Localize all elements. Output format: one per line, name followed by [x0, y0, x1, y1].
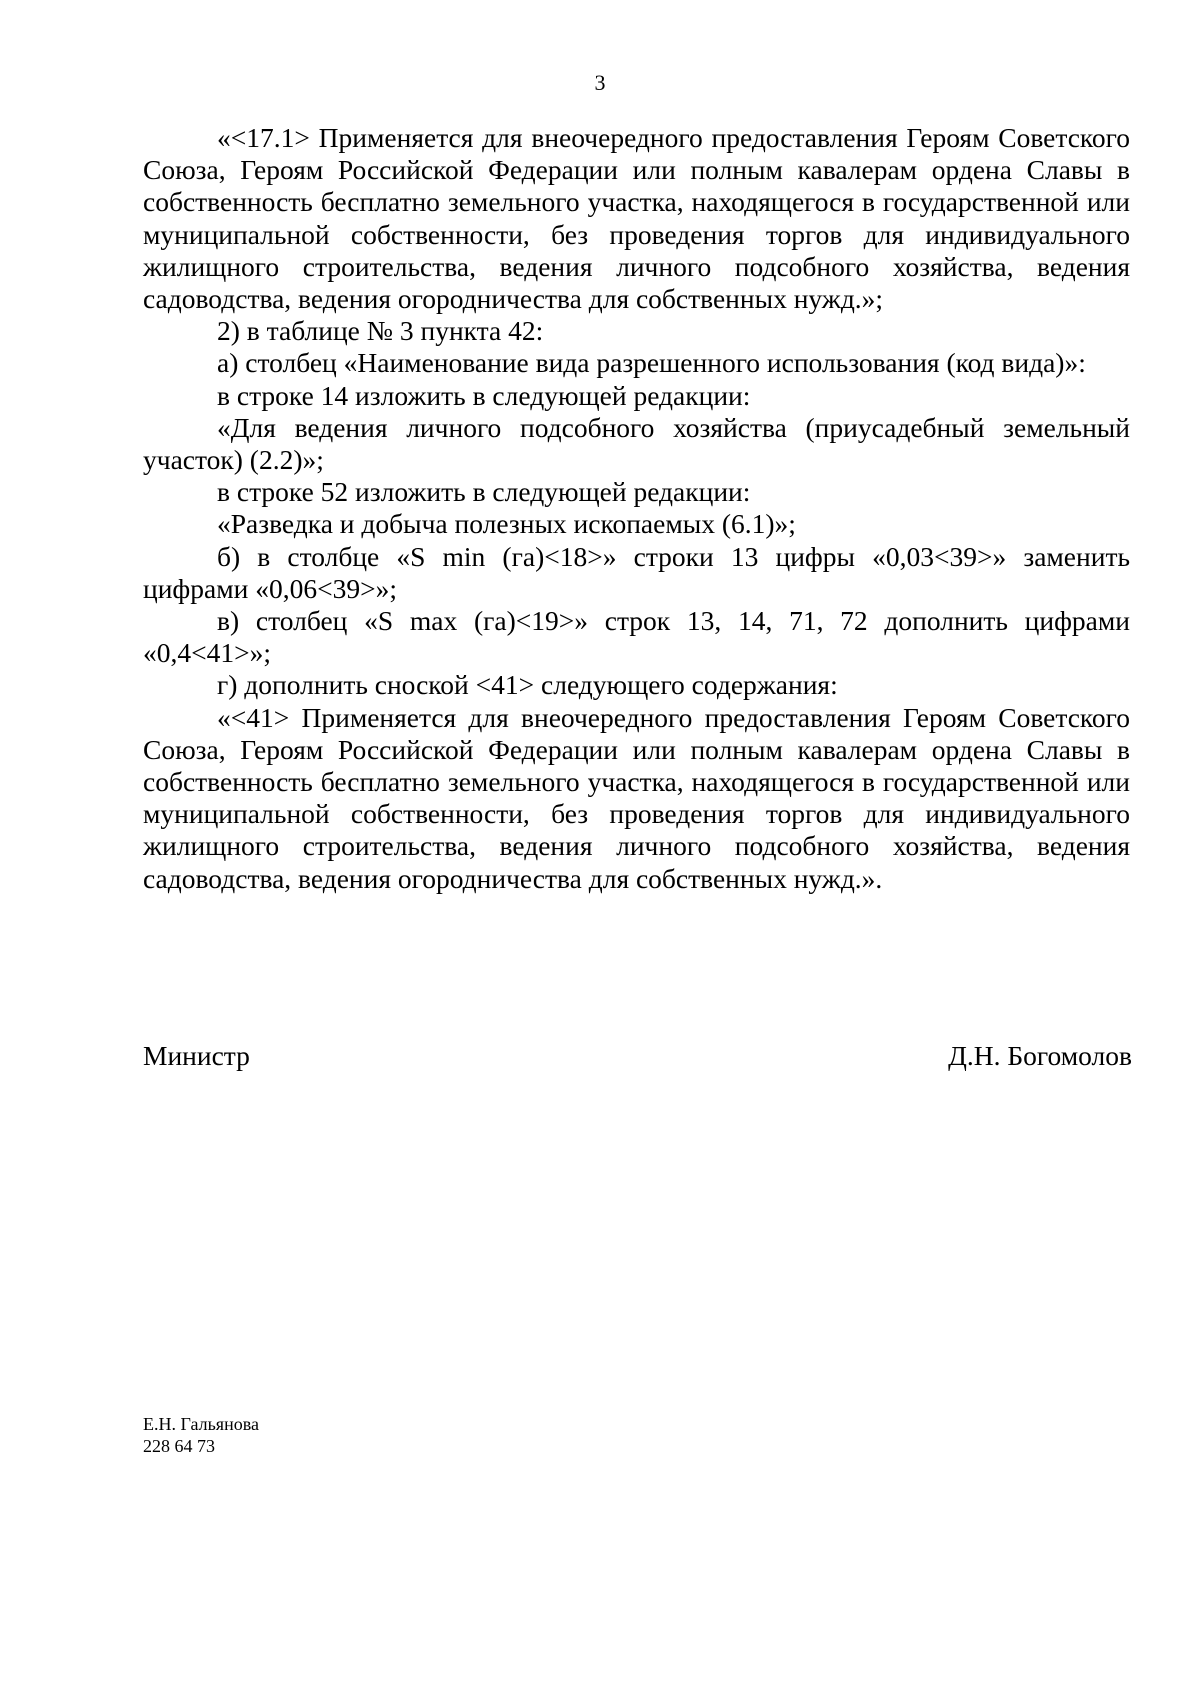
- paragraph-footnote-41-intro: г) дополнить сноской <41> следующего содержания:: [217, 669, 838, 701]
- signature-name: Д.Н. Богомолов: [948, 1040, 1132, 1071]
- executor-phone: 228 64 73: [143, 1436, 215, 1456]
- paragraph-column-name: а) столбец «Наименование вида разрешенного использования (код вида)»:: [217, 347, 1086, 379]
- paragraph-s-max: в) столбец «S max (га)<19>» строк 13, 14, 71, 72 дополнить цифрами «0,4<41>»;: [143, 605, 1130, 669]
- paragraph-row-14: в строке 14 изложить в следующей редакции:: [217, 379, 751, 411]
- paragraph-table-3: 2) в таблице № 3 пункта 42:: [217, 315, 544, 347]
- document-body: [143, 122, 1130, 895]
- executor-block: [143, 1413, 259, 1457]
- paragraph-row-52-text: «Разведка и добыча полезных ископаемых (6.1)»;: [217, 508, 796, 540]
- paragraph-footnote-41: «<41> Применяется для внеочередного предоставления Героям Советского Союза, Героям Российской Федерации или полным кавалерам ордена Славы в собственность бесплатно земельного участка, находящегося в государственной или муниципальной собственности, без проведения торгов для индивидуального жилищного строительства, ведения личного подсобного хозяйства, ведения садоводства, ведения огородничества для собственных нужд.».: [143, 701, 1130, 894]
- page-number: 3: [594, 70, 606, 95]
- executor-name: Е.Н. Гальянова: [143, 1414, 259, 1434]
- paragraph-row-52: в строке 52 изложить в следующей редакции:: [217, 476, 751, 508]
- signature-title: Министр: [143, 1040, 250, 1071]
- paragraph-row-14-text: «Для ведения личного подсобного хозяйства (приусадебный земельный участок) (2.2)»;: [143, 411, 1130, 476]
- paragraph-s-min: б) в столбце «S min (га)<18>» строки 13 цифры «0,03<39>» заменить цифрами «0,06<39>»;: [143, 540, 1130, 604]
- paragraph-footnote-17-1: «<17.1> Применяется для внеочередного предоставления Героям Советского Союза, Героям Российской Федерации или полным кавалерам ордена Славы в собственность бесплатно земельного участка, находящегося в государственной или муниципальной собственности, без проведения торгов для индивидуального жилищного строительства, ведения личного подсобного хозяйства, ведения садоводства, ведения огородничества для собственных нужд.»;: [143, 122, 1130, 315]
